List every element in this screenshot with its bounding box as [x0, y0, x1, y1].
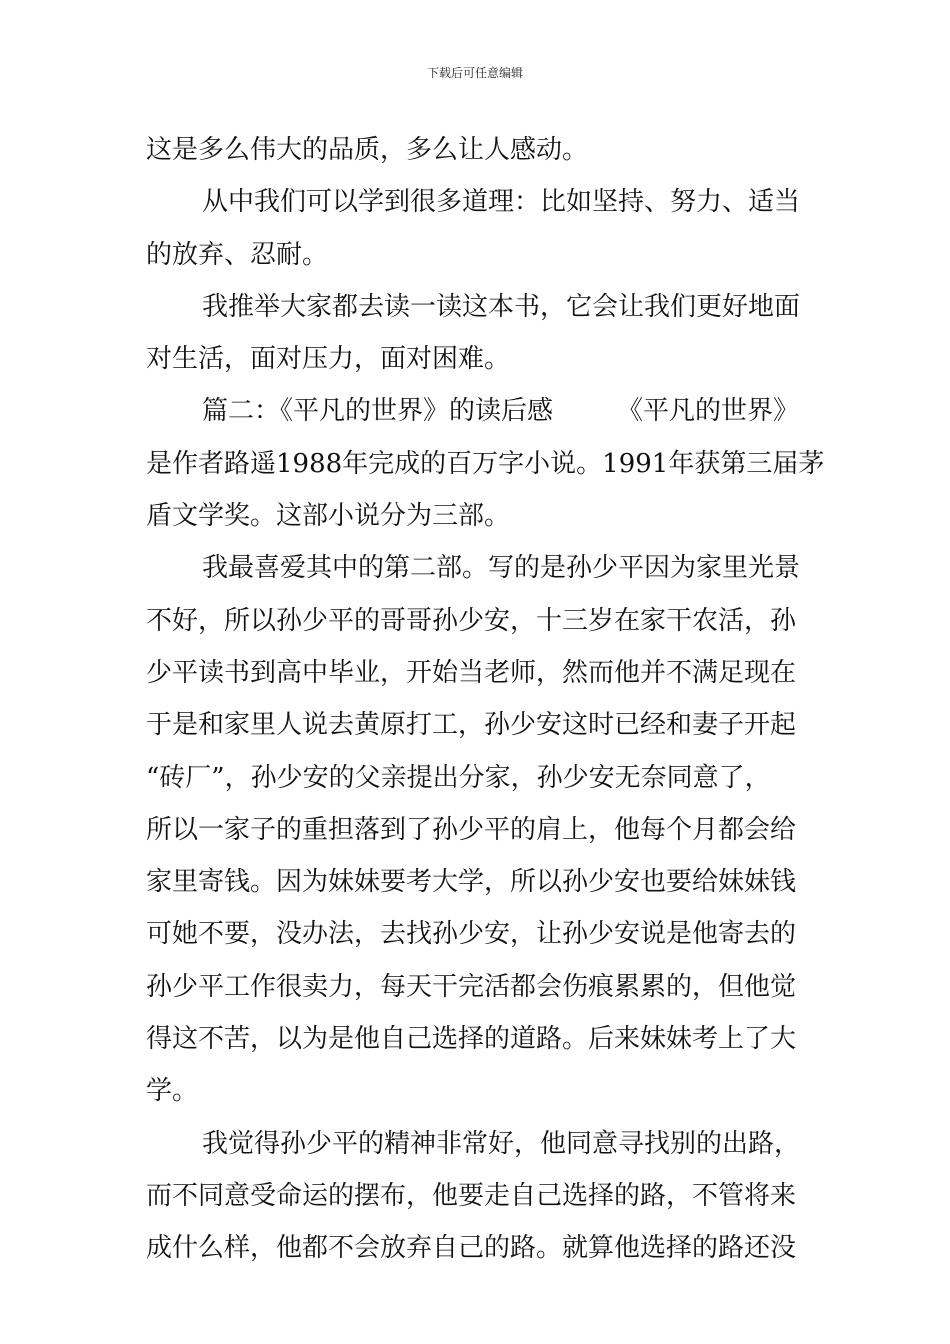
- text-line: 少平读书到高中毕业，开始当老师，然而他并不满足现在: [146, 657, 797, 688]
- text-line: 我推举大家都去读一读这本书，它会让我们更好地面: [202, 291, 801, 322]
- text-line: 的放弃、忍耐。: [146, 239, 329, 270]
- text-line: 孙少平工作很卖力，每天干完活都会伤痕累累的，但他觉: [146, 971, 797, 1002]
- section-heading-line: [146, 385, 808, 437]
- book-title: 《平凡的世界》: [617, 396, 800, 427]
- text-line: 从中我们可以学到很多道理：比如坚持、努力、适当: [202, 187, 801, 218]
- document-body: [146, 124, 825, 1275]
- text-line: “砖厂”，孙少安的父亲提出分家，孙少安无奈同意了，: [146, 762, 771, 793]
- text-line: 对生活，面对压力，面对困难。: [146, 344, 511, 375]
- text-line: 而不同意受命运的摆布，他要走自己选择的路，不管将来: [146, 1180, 797, 1211]
- text-line: 家里寄钱。因为妹妹要考大学，所以孙少安也要给妹妹钱: [146, 867, 797, 898]
- text-line: 所以一家子的重担落到了孙少平的肩上，他每个月都会给: [146, 814, 797, 845]
- text-line: 可她不要，没办法，去找孙少安，让孙少安说是他寄去的: [146, 919, 797, 950]
- text-line: 学。: [146, 1076, 199, 1107]
- section-heading: 篇二：《平凡的世界》的读后感: [202, 396, 554, 427]
- text-line: 于是和家里人说去黄原打工，孙少安这时已经和妻子开起: [146, 710, 797, 741]
- page-header: 下载后可任意编辑: [426, 66, 523, 80]
- text-line: 盾文学奖。这部小说分为三部。: [146, 501, 511, 532]
- text-line: 我觉得孙少平的精神非常好，他同意寻找别的出路，: [202, 1128, 801, 1159]
- text-line: 这是多么伟大的品质，多么让人感动。: [146, 135, 589, 165]
- text-line: 不好，所以孙少平的哥哥孙少安，十三岁在家干农活，孙: [146, 605, 797, 636]
- text-line: 成什么样，他都不会放弃自己的路。就算他选择的路还没: [146, 1233, 797, 1264]
- text-line: 是作者路遥1988年完成的百万字小说。1991年获第三届茅: [146, 448, 825, 479]
- text-line: 得这不苦，以为是他自己选择的道路。后来妹妹考上了大: [146, 1024, 797, 1055]
- text-line: 我最喜爱其中的第二部。写的是孙少平因为家里光景: [202, 553, 801, 584]
